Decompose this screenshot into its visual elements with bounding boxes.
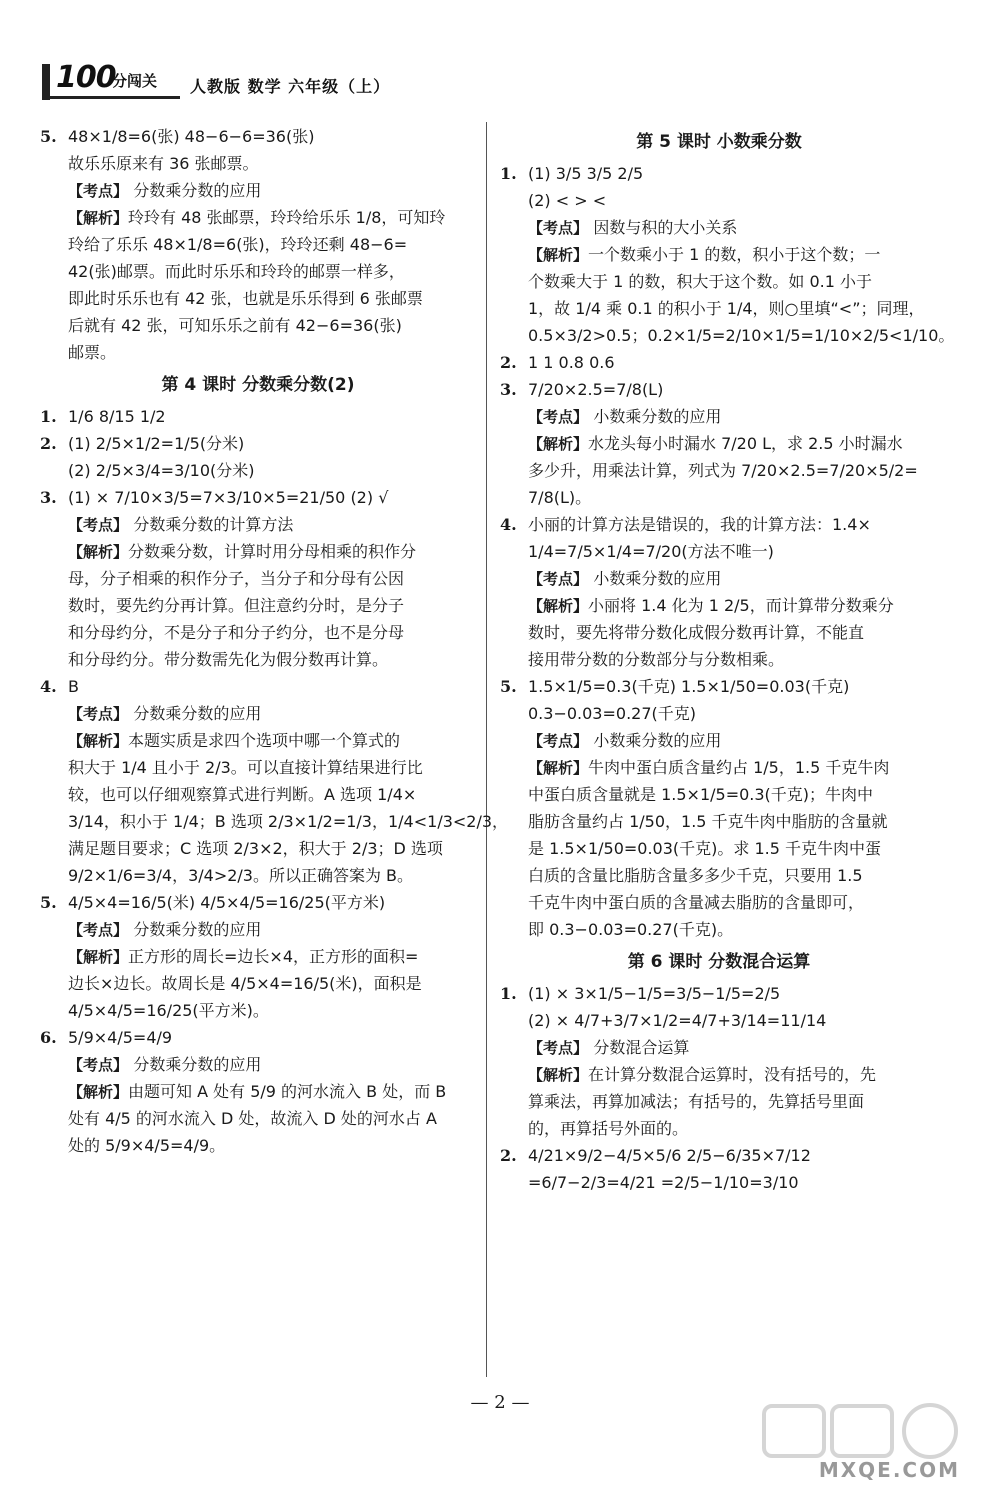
logo: 100	[56, 60, 116, 95]
kaodian-4: 【考点】 分数乘分数的应用	[68, 704, 262, 723]
answer-4: 4. B	[40, 677, 79, 696]
section-title-6: 第 6 课时 分数混合运算	[627, 952, 811, 972]
jiexi-5b-2: 边长×边长。故周长是 4/5×4=16/5(米)，面积是	[68, 974, 422, 993]
jiexi-4-2: 积大于 1/4 且小于 2/3。可以直接计算结果进行比	[68, 758, 423, 777]
r-answer-5-2: 0.3−0.03=0.27(千克)	[528, 704, 696, 723]
jiexi-3-1: 【解析】分数乘分数，计算时用分母相乘的积作分	[68, 542, 417, 561]
jiexi-4-1: 【解析】本题实质是求四个选项中哪一个算式的	[68, 731, 401, 750]
answer-5b: 5. 4/5×4=16/5(米) 4/5×4/5=16/25(平方米)	[40, 893, 386, 912]
jiexi-6-3: 处的 5/9×4/5=4/9。	[68, 1136, 226, 1155]
r-jiexi-5-7: 即 0.3−0.03=0.27(千克)。	[528, 920, 734, 939]
column-divider	[486, 122, 487, 1377]
jiexi-5a-4: 即此时乐乐也有 42 张，也就是乐乐得到 6 张邮票	[68, 289, 423, 308]
jiexi-6-1: 【解析】由题可知 A 处有 5/9 的河水流入 B 处，而 B	[68, 1082, 447, 1101]
r-answer-1-1: 1. (1) 3/5 3/5 2/5	[500, 164, 644, 183]
jiexi-5b-3: 4/5×4/5=16/25(平方米)。	[68, 1001, 269, 1020]
r-answer-3: 3. 7/20×2.5=7/8(L)	[500, 380, 664, 399]
answer-3: 3. (1) × 7/10×3/5=7×3/10×5=21/50 (2) √	[40, 488, 389, 507]
answer-1: 1. 1/6 8/15 1/2	[40, 407, 166, 426]
s6-answer-2-1: 2. 4/21×9/2−4/5×5/6 2/5−6/35×7/12	[500, 1146, 811, 1165]
jiexi-4-6: 9/2×1/6=3/4，3/4>2/3。所以正确答案为 B。	[68, 866, 414, 885]
answer-5a: 5. 48×1/8=6(张) 48−6−6=36(张)	[40, 127, 315, 146]
r-answer-2: 2. 1 1 0.8 0.6	[500, 353, 615, 372]
jiexi-5b-1: 【解析】正方形的周长=边长×4，正方形的面积=	[68, 947, 419, 966]
section-title-4: 第 4 课时 分数乘分数(2)	[161, 375, 355, 395]
answer-2-2: (2) 2/5×3/4=3/10(分米)	[68, 461, 255, 480]
book-header	[42, 60, 522, 104]
watermark-text: MXQE.COM	[818, 1458, 960, 1482]
r-kaodian-4: 【考点】 小数乘分数的应用	[528, 569, 722, 588]
answer-2-1: 2. (1) 2/5×1/2=1/5(分米)	[40, 434, 245, 453]
kaodian-5b: 【考点】 分数乘分数的应用	[68, 920, 262, 939]
s6-answer-2-2: =6/7−2/3=4/21 =2/5−1/10=3/10	[528, 1173, 799, 1192]
r-jiexi-5-1: 【解析】牛肉中蛋白质含量约占 1/5，1.5 千克牛肉	[528, 758, 890, 777]
r-jiexi-5-6: 千克牛肉中蛋白质的含量减去脂肪的含量即可，	[528, 893, 865, 912]
r-jiexi-5-3: 脂肪含量约占 1/50，1.5 千克牛肉中脂肪的含量就	[528, 812, 888, 831]
s6-jiexi-1-3: 的，再算括号外面的。	[528, 1119, 689, 1138]
jiexi-3-5: 和分母约分。带分数需先化为假分数再计算。	[68, 650, 389, 669]
kaodian-6: 【考点】 分数乘分数的应用	[68, 1055, 262, 1074]
r-jiexi-4-1: 【解析】小丽将 1.4 化为 1 2/5，而计算带分数乘分	[528, 596, 894, 615]
section-title-5: 第 5 课时 小数乘分数	[636, 132, 802, 152]
r-jiexi-3-3: 7/8(L)。	[528, 488, 592, 507]
jiexi-4-3: 较，也可以仔细观察算式进行判断。A 选项 1/4×	[68, 785, 417, 804]
s6-answer-1-2: (2) × 4/7+3/7×1/2=4/7+3/14=11/14	[528, 1011, 827, 1030]
kaodian-5a: 【考点】 分数乘分数的应用	[68, 181, 262, 200]
jiexi-4-5: 满足题目要求；C 选项 2/3×2，积大于 2/3；D 选项	[68, 839, 443, 858]
r-jiexi-5-5: 白质的含量比脂肪含量多多少千克，只要用 1.5	[528, 866, 863, 885]
jiexi-5a-3: 42(张)邮票。而此时乐乐和玲玲的邮票一样多，	[68, 262, 405, 281]
logo-sub: 分闯关	[112, 72, 158, 90]
jiexi-5a-6: 邮票。	[68, 343, 117, 362]
jiexi-3-2: 母，分子相乘的积作分子，当分子和分母有公因	[68, 569, 405, 588]
logo-underline	[50, 96, 180, 99]
jiexi-3-4: 和分母约分，不是分子和分子约分，也不是分母	[68, 623, 405, 642]
r-jiexi-4-2: 数时，要先将带分数化成假分数再计算，不能直	[528, 623, 865, 642]
r-kaodian-1: 【考点】 因数与积的大小关系	[528, 218, 738, 237]
r-jiexi-1-2: 个数乘大于 1 的数，积大于这个数。如 0.1 小于	[528, 272, 872, 291]
r-jiexi-1-3: 1，故 1/4 乘 0.1 的积小于 1/4，则○里填“<”；同理，	[528, 299, 925, 318]
right-column	[500, 122, 955, 1198]
r-answer-1-2: (2) < > <	[528, 191, 607, 210]
r-jiexi-5-4: 是 1.5×1/50=0.03(千克)。求 1.5 千克牛肉中蛋	[528, 839, 882, 858]
jiexi-5a-5: 后就有 42 张，可知乐乐之前有 42−6=36(张)	[68, 316, 402, 335]
s6-jiexi-1-2: 算乘法，再算加减法；有括号的，先算括号里面	[528, 1092, 865, 1111]
book-info: 人教版 数学 六年级（上）	[190, 77, 391, 96]
jiexi-3-3: 数时，要先约分再计算。但注意约分时，是分子	[68, 596, 405, 615]
jiexi-4-4: 3/14，积小于 1/4；B 选项 2/3×1/2=1/3，1/4<1/3<2/3，	[68, 812, 509, 831]
logo-bar	[42, 64, 50, 100]
r-jiexi-1-1: 【解析】一个数乘小于 1 的数，积小于这个数；一	[528, 245, 881, 264]
r-answer-4-2: 1/4=7/5×1/4=7/20(方法不唯一)	[528, 542, 774, 561]
answer-6: 6. 5/9×4/5=4/9	[40, 1028, 173, 1047]
s6-kaodian-1: 【考点】 分数混合运算	[528, 1038, 690, 1057]
r-answer-4-1: 4. 小丽的计算方法是错误的，我的计算方法：1.4×	[500, 515, 871, 534]
kaodian-3: 【考点】 分数乘分数的计算方法	[68, 515, 294, 534]
s6-jiexi-1-1: 【解析】在计算分数混合运算时，没有括号的，先	[528, 1065, 877, 1084]
page-number: — 2 —	[470, 1392, 530, 1413]
answer-5a-line2: 故乐乐原来有 36 张邮票。	[68, 154, 259, 173]
jiexi-6-2: 处有 4/5 的河水流入 D 处，故流入 D 处的河水占 A	[68, 1109, 437, 1128]
r-jiexi-1-4: 0.5×3/2>0.5；0.2×1/5=2/10×1/5=1/10×2/5<1/10。	[528, 326, 955, 345]
r-jiexi-5-2: 中蛋白质含量就是 1.5×1/5=0.3(千克)；牛肉中	[528, 785, 874, 804]
s6-answer-1-1: 1. (1) × 3×1/5−1/5=3/5−1/5=2/5	[500, 984, 781, 1003]
left-column	[40, 122, 509, 1161]
r-kaodian-3: 【考点】 小数乘分数的应用	[528, 407, 722, 426]
r-jiexi-4-3: 接用带分数的分数部分与分数相乘。	[528, 650, 785, 669]
r-jiexi-3-1: 【解析】水龙头每小时漏水 7/20 L，求 2.5 小时漏水	[528, 434, 903, 453]
jiexi-5a-1: 【解析】玲玲有 48 张邮票，玲玲给乐乐 1/8，可知玲	[68, 208, 446, 227]
r-answer-5-1: 5. 1.5×1/5=0.3(千克) 1.5×1/50=0.03(千克)	[500, 677, 850, 696]
jiexi-5a-2: 玲给了乐乐 48×1/8=6(张)，玲玲还剩 48−6=	[68, 235, 408, 254]
r-kaodian-5: 【考点】 小数乘分数的应用	[528, 731, 722, 750]
r-jiexi-3-2: 多少升，用乘法计算，列式为 7/20×2.5=7/20×5/2=	[528, 461, 918, 480]
